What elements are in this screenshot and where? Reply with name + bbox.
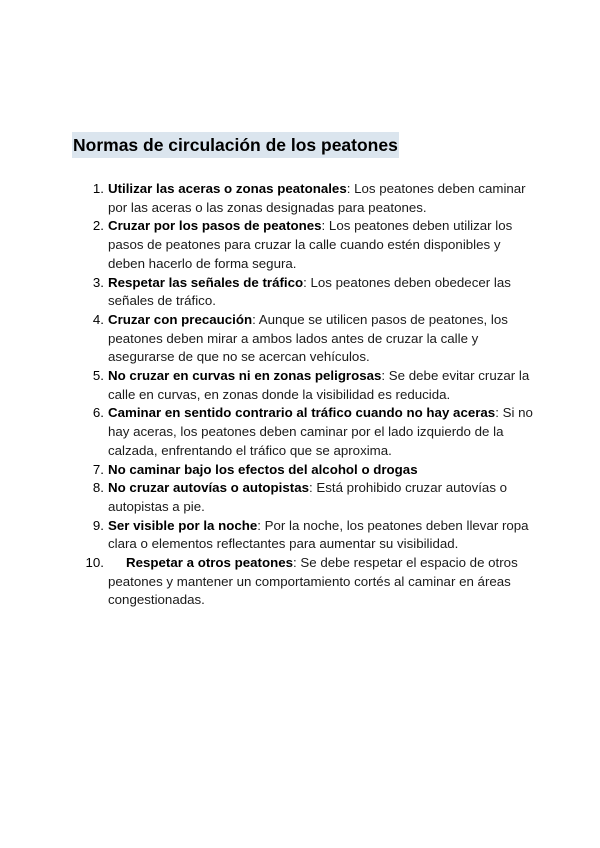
list-item-heading: Cruzar con precaución [108, 311, 253, 327]
list-item-number: 1. [92, 181, 104, 196]
list-item-text: : Está prohibido cruzar autovías o autopistas a pie. [108, 480, 508, 514]
list-item-text: : Si no hay aceras, los peatones deben caminar por el lado izquierdo de la calzada, enfrentando el tráfico que se aproxima. [108, 405, 533, 458]
list-item [88, 217, 533, 273]
list-item [88, 517, 533, 554]
list-item-number: 5. [92, 368, 104, 384]
list-item-heading: Utilizar las aceras o zonas peatonales [108, 181, 347, 196]
list-item [85, 554, 533, 610]
list-item [88, 404, 533, 460]
list-item-text: : Por la noche, los peatones deben llevar ropa clara o elementos reflectantes para aumentar su visibilidad. [108, 517, 529, 552]
list-item-heading: Respetar a otros peatones [126, 555, 294, 571]
list-item-number: 2. [92, 218, 104, 234]
list-item [88, 180, 533, 217]
list-item-number: 6. [92, 405, 104, 421]
list-item [88, 274, 533, 311]
list-item-heading: No cruzar autovías o autopistas [108, 480, 309, 496]
list-item-heading: Ser visible por la noche [108, 517, 258, 533]
list-item-number: 3. [92, 274, 104, 290]
list-item-text: : Se debe evitar cruzar la calle en curvas, en zonas donde la visibilidad es reducida. [108, 368, 530, 402]
list-item-number: 4. [92, 311, 104, 327]
list-item-number: 9. [92, 517, 104, 533]
list-item-text: : Se debe respetar el espacio de otros peatones y mantener un comportamiento cortés al caminar en áreas congestionadas. [108, 555, 518, 608]
list-item [88, 311, 533, 367]
list-item-number: 7. [92, 461, 104, 477]
list-item [88, 461, 533, 480]
list-item-heading: No caminar bajo los efectos del alcohol o drogas [108, 461, 418, 477]
list-item-text: : Los peatones deben utilizar los pasos de peatones para cruzar la calle cuando estén disponibles y deben hacerlo de forma segura. [108, 218, 513, 271]
list-item-text: : Los peatones deben caminar por las aceras o las zonas designadas para peatones. [108, 181, 526, 215]
document-title: Normas de circulación de los peatones [72, 132, 399, 158]
list-item-number: 8. [92, 480, 104, 496]
list-item [88, 479, 533, 516]
rules-list [85, 180, 533, 610]
list-item-heading: No cruzar en curvas ni en zonas peligrosas [108, 368, 382, 384]
list-item-text: : Los peatones deben obedecer las señales de tráfico. [108, 274, 511, 309]
list-item [88, 367, 533, 404]
list-item-number: 10. [85, 555, 104, 571]
list-item-heading: Caminar en sentido contrario al tráfico cuando no hay aceras [108, 405, 496, 421]
list-item-heading: Respetar las señales de tráfico [108, 274, 304, 290]
list-item-text: : Aunque se utilicen pasos de peatones, los peatones deben mirar a ambos lados antes de cruzar la calle y asegurarse de que no se acercan vehículos. [108, 311, 508, 365]
list-item-heading: Cruzar por los pasos de peatones [108, 218, 322, 234]
